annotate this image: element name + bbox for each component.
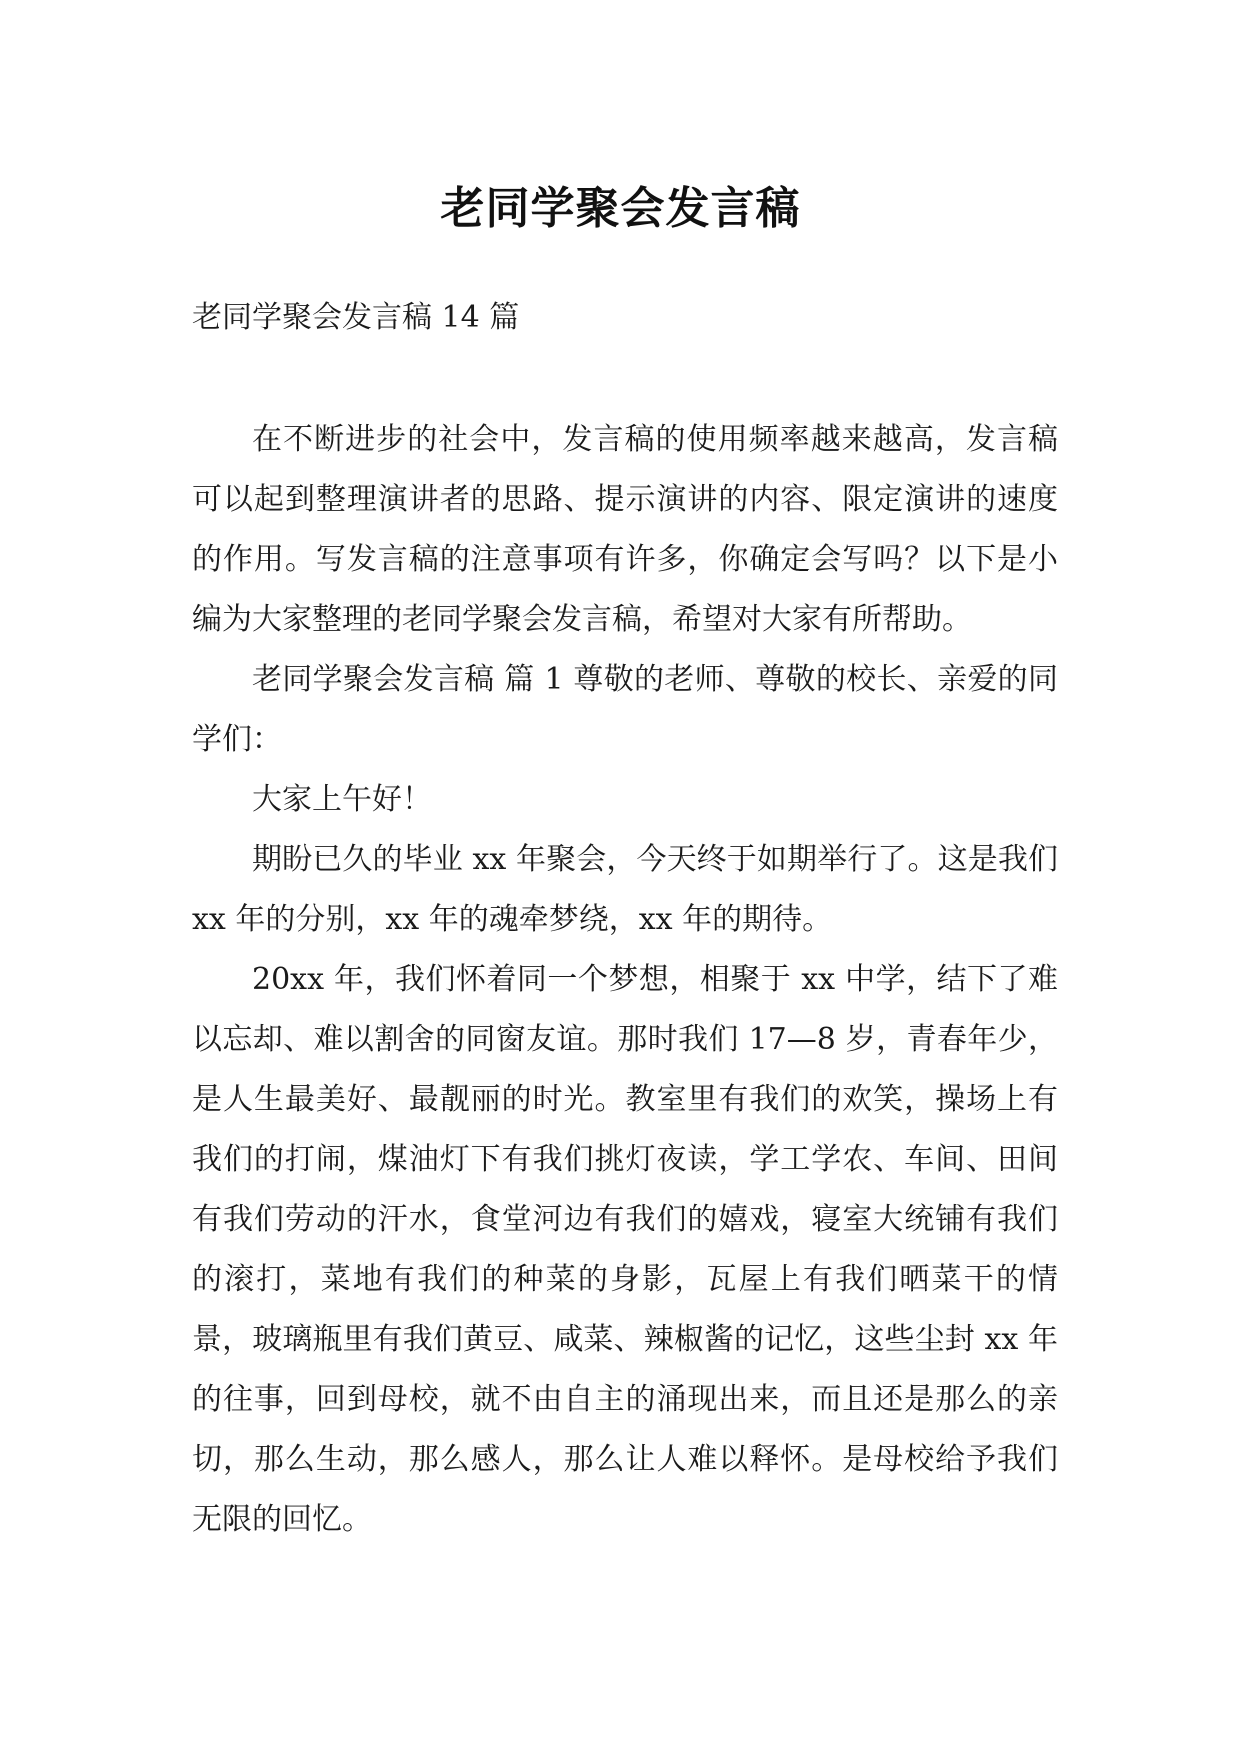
paragraph-reunion: 期盼已久的毕业 xx 年聚会，今天终于如期举行了。这是我们 xx 年的分别，xx 年的魂牵梦绕，xx 年的期待。 [192, 842, 1058, 937]
paragraph-memories: 20xx 年，我们怀着同一个梦想，相聚于 xx 中学，结下了难以忘却、难以割舍的同窗友谊。那时我们 17—8 岁，青春年少，是人生最美好、最靓丽的时光。教室里有我们的欢笑，操场上有我们的打闹，煤油灯下有我们挑灯夜读，学工学农、车间、田间有我们劳动的汗水，食堂河边有我们的嬉戏，寝室大统铺有我们的滚打，菜地有我们的种菜的身影，瓦屋上有我们晒菜干的情景，玻璃瓶里有我们黄豆、咸菜、辣椒酱的记忆，这些尘封 xx 年的往事，回到母校，就不由自主的涌现出来，而且还是那么的亲切，那么生动，那么感人，那么让人难以释怀。是母校给予我们无限的回忆。 [192, 962, 1058, 1537]
document-subtitle: 老同学聚会发言稿 14 篇 [192, 300, 520, 335]
document-body [192, 410, 1058, 1550]
paragraph-intro: 在不断进步的社会中，发言稿的使用频率越来越高，发言稿可以起到整理演讲者的思路、提示演讲的内容、限定演讲的速度的作用。写发言稿的注意事项有许多，你确定会写吗？以下是小编为大家整理的老同学聚会发言稿，希望对大家有所帮助。 [192, 422, 1058, 637]
paragraph-salutation: 大家上午好！ [252, 782, 432, 817]
paragraph-greeting-heading: 老同学聚会发言稿 篇 1 尊敬的老师、尊敬的校长、亲爱的同学们： [192, 662, 1058, 757]
document-title: 老同学聚会发言稿 [440, 183, 801, 235]
